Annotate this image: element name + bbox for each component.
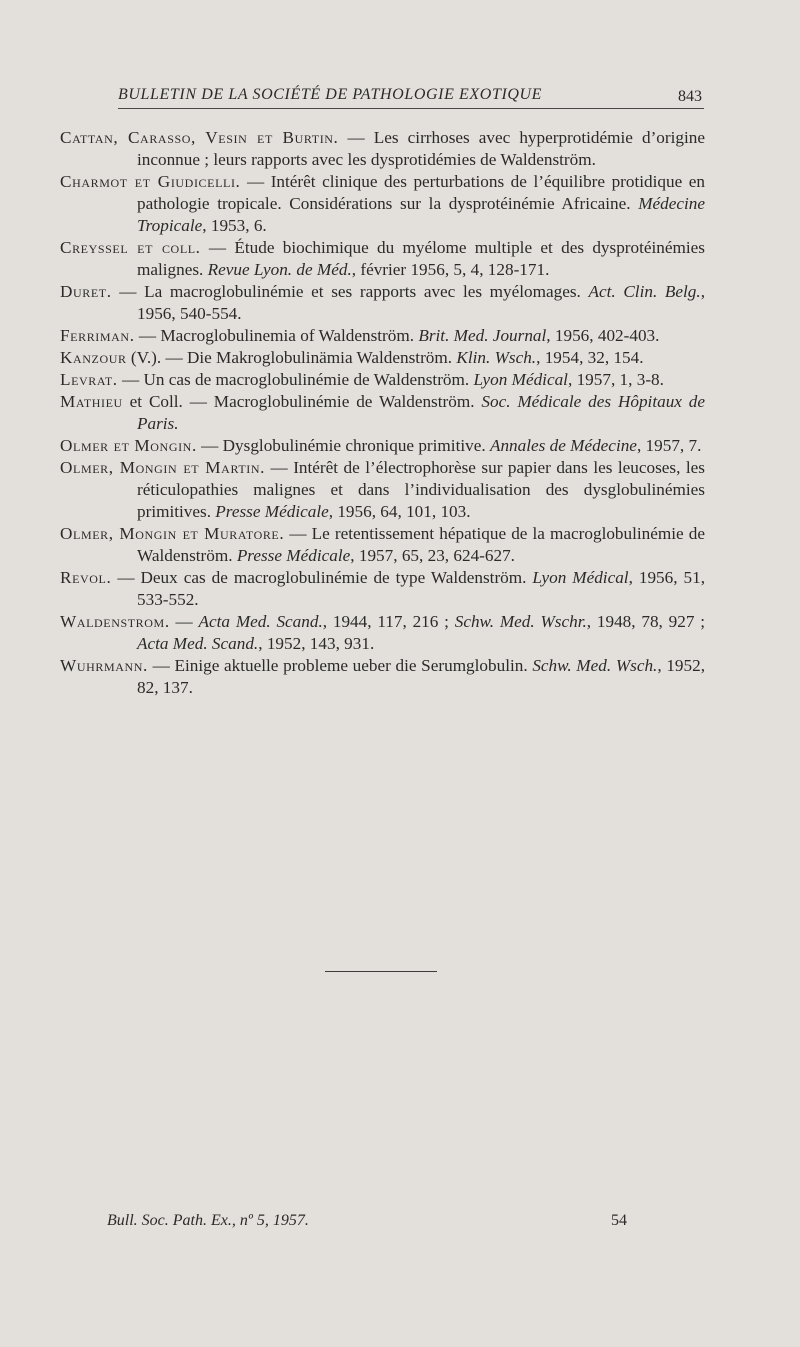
reference-details: , 1944, 117, 216 ; <box>322 612 455 631</box>
reference-authors: Wuhrmann. <box>60 656 148 675</box>
reference-text: — Les cirrhoses avec hyperprotidémie d’origine inconnue ; leurs rapports avec les dysprotidémies de Waldenström. <box>137 128 705 169</box>
reference-item <box>60 611 705 655</box>
reference-details: , 1957, 65, 23, 624-627. <box>350 546 515 565</box>
reference-details: , 1957, 7. <box>636 436 702 455</box>
reference-details: , 1952, 143, 931. <box>258 634 375 653</box>
reference-journal: Schw. Med. Wsch. <box>532 656 658 675</box>
reference-authors: Revol. <box>60 568 112 587</box>
reference-authors: Charmot et Giudicelli. <box>60 172 241 191</box>
reference-journal: Act. Clin. Belg. <box>588 282 701 301</box>
reference-journal: Revue Lyon. de Méd. <box>207 260 352 279</box>
reference-details: , 1956, 402-403. <box>546 326 660 345</box>
reference-item <box>60 523 705 567</box>
reference-journal: Klin. Wsch. <box>456 348 537 367</box>
reference-item <box>60 369 705 391</box>
reference-journal: Schw. Med. Wschr. <box>454 612 587 631</box>
reference-item <box>60 127 705 171</box>
reference-journal: Acta Med. Scand. <box>198 612 323 631</box>
reference-authors: Duret. <box>60 282 112 301</box>
reference-journal: Médecine Tropicale <box>137 194 705 235</box>
reference-text: — Dysglobulinémie chronique primitive. <box>196 436 490 455</box>
reference-text: — La macroglobulinémie et ses rapports avec les myélomages. <box>111 282 589 301</box>
reference-text: — Intérêt de l’électrophorèse sur papier dans les leucoses, les réticulopathies malignes et dans l’individualisation des dysglobulinémies primitives. <box>137 458 705 521</box>
reference-authors: Levrat. <box>60 370 118 389</box>
reference-details: , 1952, 82, 137. <box>137 656 705 697</box>
reference-journal: Presse Médicale <box>215 502 329 521</box>
reference-details: , 1956, 540-554. <box>137 282 705 323</box>
reference-text: — <box>169 612 199 631</box>
reference-item <box>60 457 705 523</box>
reference-authors: Cattan, Carasso, Vesin et Burtin. <box>60 128 339 147</box>
reference-text: — Macroglobulinemia of Waldenström. <box>134 326 419 345</box>
reference-journal: Presse Médicale <box>236 546 351 565</box>
reference-text: — Intérêt clinique des perturbations de l’équilibre protidique en pathologie tropicale. Considérations sur la dysprotéinémie Africaine. <box>137 172 705 213</box>
reference-text: — Einige aktuelle probleme ueber die Serumglobulin. <box>147 656 533 675</box>
reference-journal: Lyon Médical <box>532 568 629 587</box>
reference-text: — Étude biochimique du myélome multiple et des dysprotéinémies malignes. <box>137 238 705 279</box>
reference-item <box>60 281 705 325</box>
header-rule <box>118 108 704 109</box>
page-footer <box>107 1212 627 1238</box>
reference-authors: Olmer, Mongin et Martin. <box>60 458 266 477</box>
reference-item <box>60 435 705 457</box>
reference-authors: Olmer, Mongin et Muratore. <box>60 524 285 543</box>
reference-item <box>60 171 705 237</box>
reference-text: et Coll. — Macroglobulinémie de Waldenström. <box>122 392 482 411</box>
page-number: 843 <box>678 88 702 105</box>
reference-details: , février 1956, 5, 4, 128-171. <box>351 260 550 279</box>
reference-authors: Waldenstrom. <box>60 612 170 631</box>
reference-authors: Mathieu <box>60 392 123 411</box>
reference-list <box>60 127 705 699</box>
separator-rule <box>325 971 437 972</box>
reference-text: — Un cas de macroglobulinémie de Waldenström. <box>117 370 474 389</box>
reference-authors: Olmer et Mongin. <box>60 436 197 455</box>
reference-journal: Brit. Med. Journal <box>418 326 547 345</box>
reference-authors: Ferriman. <box>60 326 135 345</box>
reference-item <box>60 237 705 281</box>
reference-details: , 1948, 78, 927 ; <box>586 612 705 631</box>
reference-journal: Soc. Médicale des Hôpitaux de Paris. <box>137 392 706 433</box>
reference-authors: Creyssel et coll. <box>60 238 201 257</box>
reference-journal: Annales de Médecine <box>489 436 637 455</box>
reference-item <box>60 347 705 369</box>
reference-details: , 1957, 1, 3-8. <box>567 370 664 389</box>
reference-item <box>60 325 705 347</box>
reference-item <box>60 567 705 611</box>
reference-journal: Acta Med. Scand. <box>137 634 259 653</box>
sheet-number: 54 <box>611 1212 627 1229</box>
running-title: BULLETIN DE LA SOCIÉTÉ DE PATHOLOGIE EXOTIQUE <box>118 86 543 103</box>
reference-text: (V.). — Die Makroglobulinämia Waldenström. <box>126 348 457 367</box>
reference-text: — Le retentissement hépatique de la macroglobulinémie de Waldenström. <box>137 524 705 565</box>
reference-details: , 1956, 51, 533-552. <box>137 568 705 609</box>
reference-text: — Deux cas de macroglobulinémie de type Waldenström. <box>111 568 533 587</box>
running-header <box>118 86 702 110</box>
reference-details: , 1953, 6. <box>202 216 267 235</box>
reference-details: , 1956, 64, 101, 103. <box>328 502 471 521</box>
reference-authors: Kanzour <box>60 348 127 367</box>
footer-journal-ref: Bull. Soc. Path. Ex., nº 5, 1957. <box>107 1212 309 1229</box>
reference-item <box>60 655 705 699</box>
reference-details: , 1954, 32, 154. <box>536 348 644 367</box>
reference-journal: Lyon Médical <box>473 370 568 389</box>
reference-item <box>60 391 705 435</box>
